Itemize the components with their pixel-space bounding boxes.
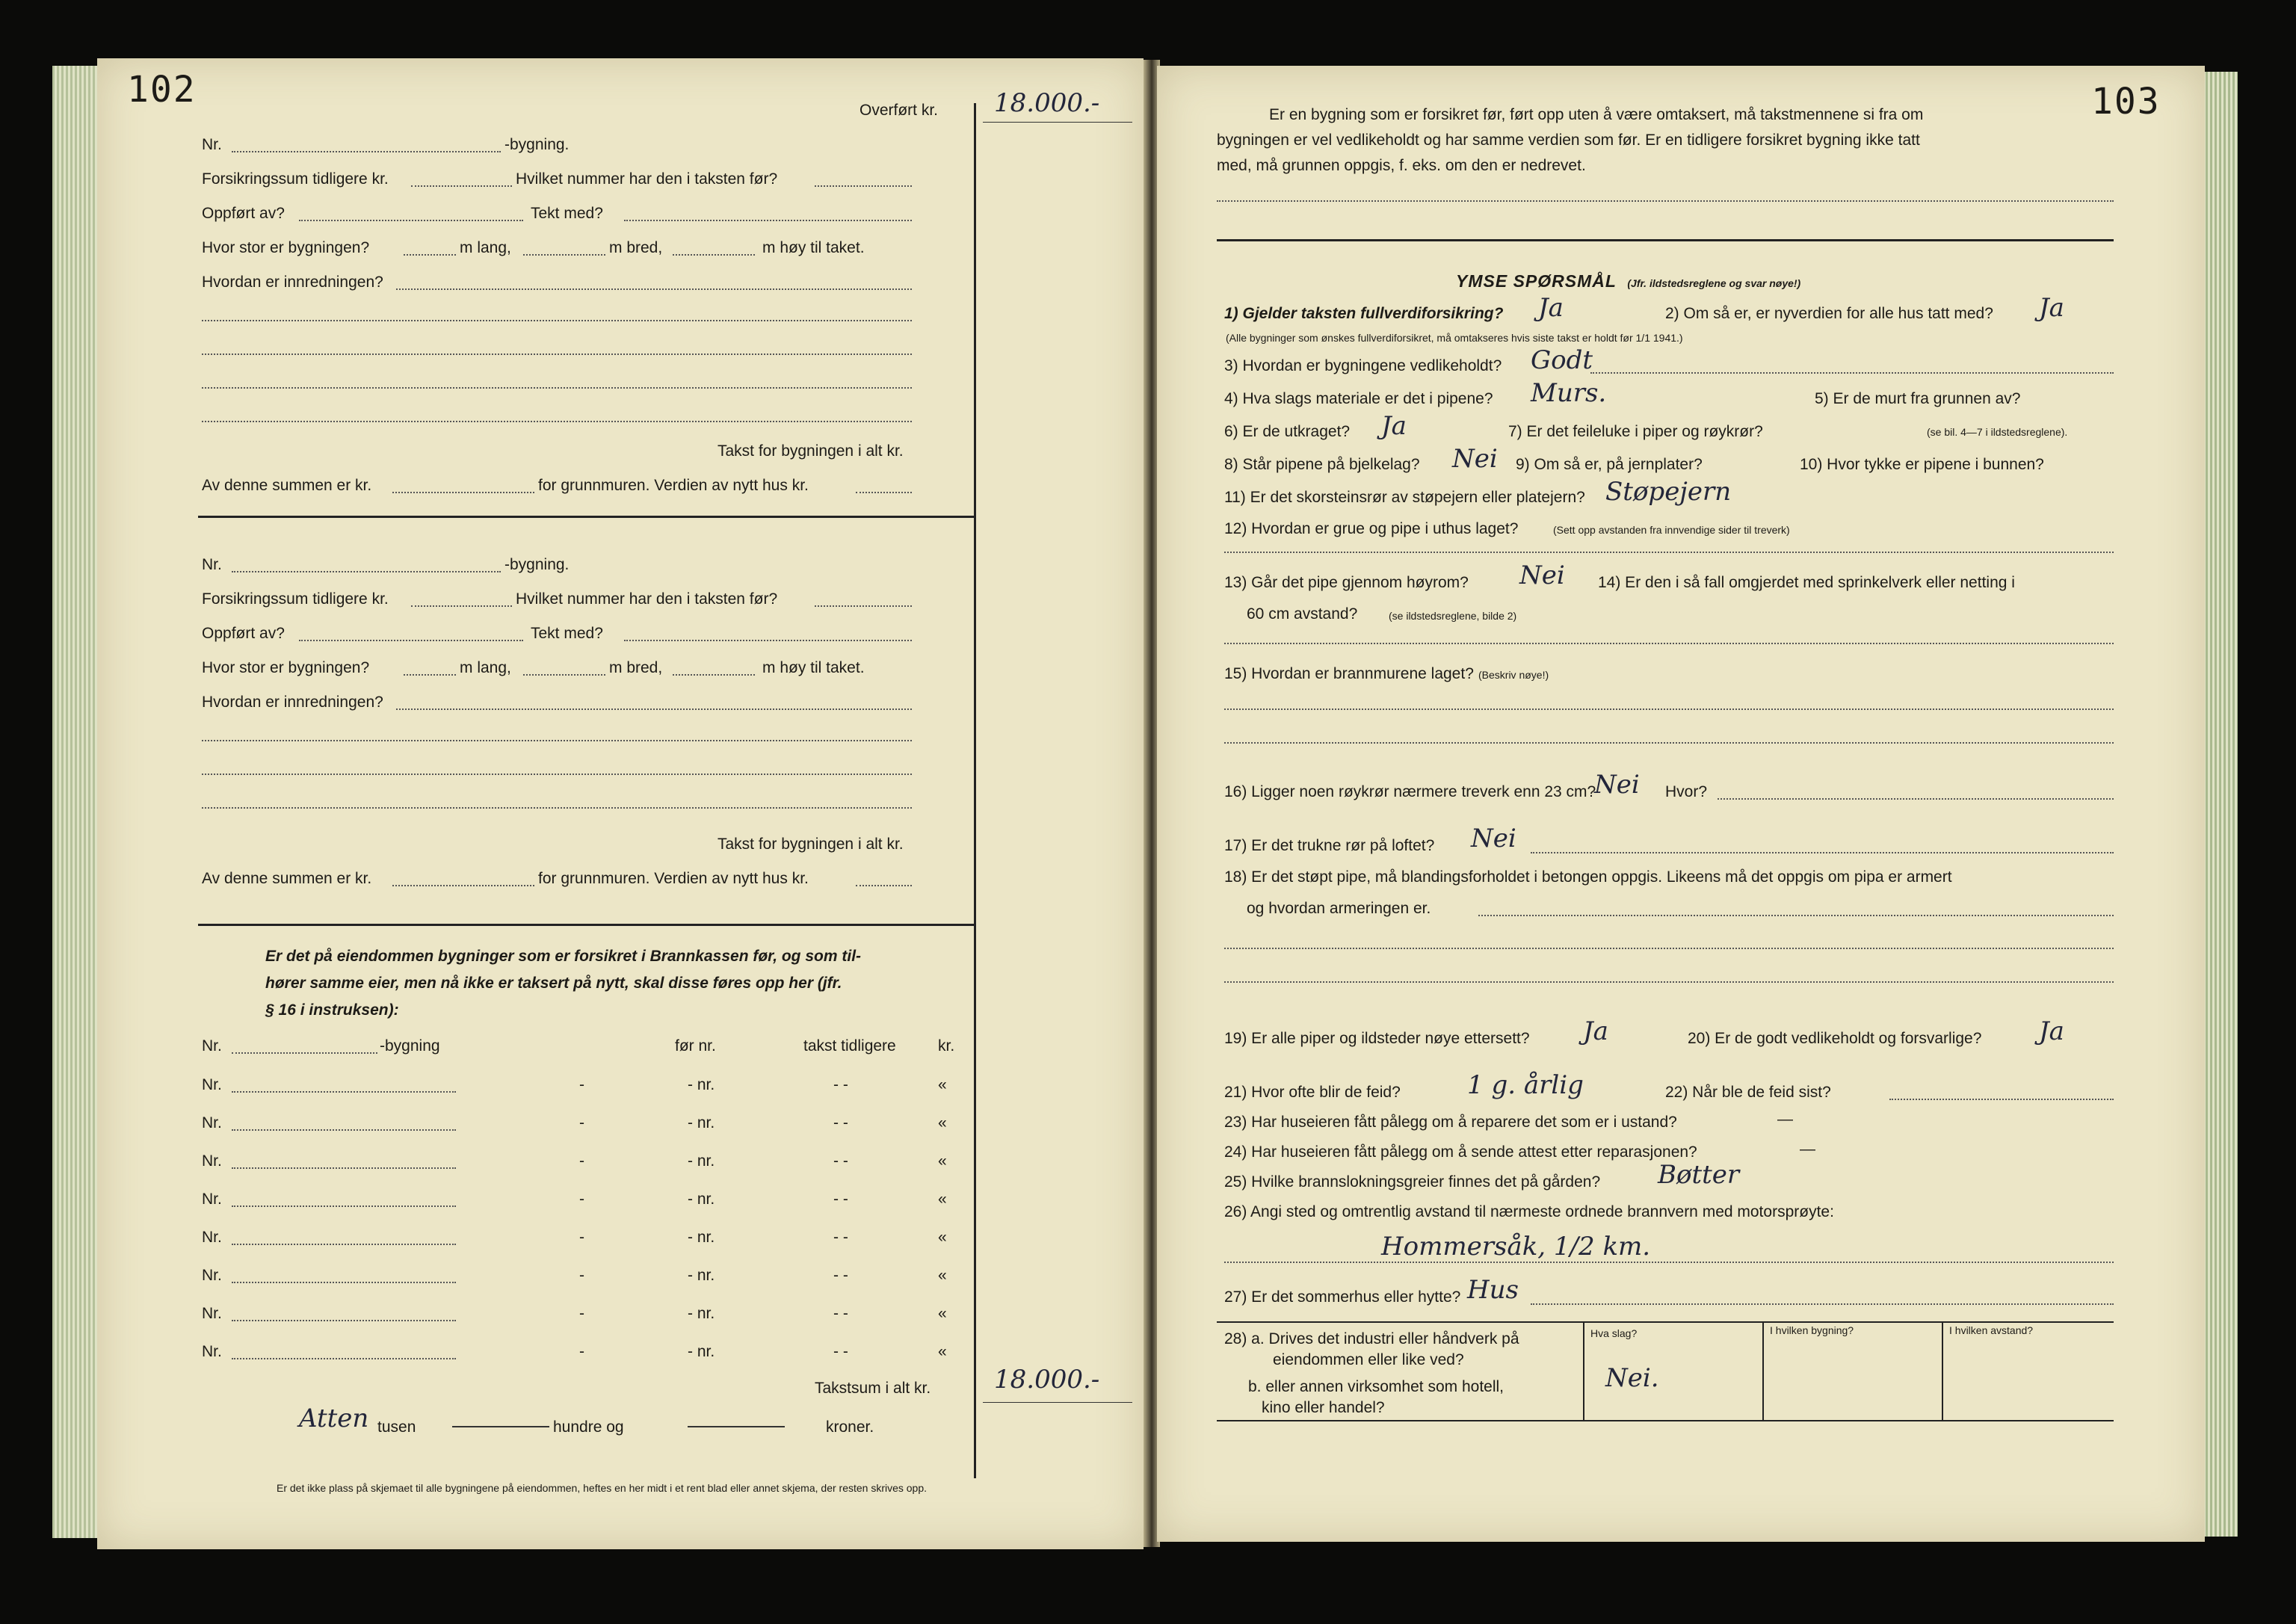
q18-label: 18) Er det støpt pipe, må blandingsforholdet i betongen oppgis. Likeens må det oppgis om pipa er armert	[1224, 868, 1952, 886]
form-divider-2	[198, 924, 975, 926]
oppfort-label: Oppført av?	[202, 625, 285, 642]
overfort-line	[983, 122, 1132, 123]
q17-field	[1531, 852, 2114, 853]
q13-answer: Nei	[1519, 561, 1565, 590]
q17-label: 17) Er det trukne rør på loftet?	[1224, 837, 1435, 854]
row-nr-field	[232, 1167, 456, 1169]
innredning-field-3	[202, 353, 912, 355]
row-kr-ditto: «	[938, 1229, 947, 1246]
row-dash: -	[579, 1152, 584, 1170]
q15-note: (Beskriv nøye!)	[1478, 669, 1549, 681]
nr-field	[232, 571, 501, 572]
row-takst-dashes: - -	[833, 1152, 848, 1170]
q26-field	[1224, 1262, 2114, 1263]
hvilket-label: Hvilket nummer har den i taksten før?	[516, 170, 778, 188]
oppfort-field	[299, 640, 523, 641]
table-head-bygning: -bygning	[380, 1037, 440, 1055]
nr-field	[232, 151, 501, 152]
q28-top-rule	[1217, 1321, 2114, 1323]
hoy-field	[673, 674, 755, 676]
bygning-label: -bygning.	[504, 136, 570, 153]
tekt-field	[624, 640, 912, 641]
row-for-nr: - nr.	[688, 1305, 715, 1322]
nr-label: Nr.	[202, 556, 222, 573]
row-takst-dashes: - -	[833, 1343, 848, 1360]
row-nr-field	[232, 1320, 456, 1321]
q14-label: 14) Er den i så fall omgjerdet med sprinkelverk eller netting i	[1598, 574, 2015, 591]
table-head-kr: kr.	[938, 1037, 955, 1055]
lang-field	[404, 674, 456, 676]
takstsum-value: 18.000.-	[994, 1365, 1100, 1395]
innredning-field-2	[202, 740, 912, 741]
q25-answer: Bøtter	[1658, 1160, 1740, 1190]
innredning-field-2	[202, 320, 912, 321]
q25-label: 25) Hvilke brannslokningsgreier finnes det på gården?	[1224, 1173, 1601, 1191]
tekt-label: Tekt med?	[531, 625, 603, 642]
section-note: (Jfr. ildstedsreglene og svar nøye!)	[1627, 277, 1801, 289]
table-head-for-nr: før nr.	[675, 1037, 716, 1055]
q6-answer: Ja	[1381, 411, 1407, 441]
intro-field	[1217, 200, 2114, 202]
q13-label: 13) Går det pipe gjennom høyrom?	[1224, 574, 1469, 591]
page-number: 102	[127, 69, 197, 111]
av-denne-field	[392, 885, 534, 886]
innredning-field-3	[202, 774, 912, 775]
q15-field-2	[1224, 742, 2114, 744]
av-denne-field	[392, 492, 534, 493]
q26-label: 26) Angi sted og omtrentlig avstand til nærmeste ordnede brannvern med motorsprøyte:	[1224, 1203, 1834, 1220]
innredning-field-1	[396, 708, 912, 710]
hvilket-field	[815, 185, 912, 187]
left-page-edges	[52, 66, 99, 1538]
q19-answer: Ja	[1583, 1016, 1608, 1046]
intro-line-2: bygningen er vel vedlikeholdt og har samme verdien som før. Er en tidligere forsikret bygning ikke tatt	[1217, 132, 1920, 149]
row-for-nr: - nr.	[688, 1191, 715, 1208]
q2-answer: Ja	[2039, 293, 2064, 323]
q1-label: 1) Gjelder taksten fullverdiforsikring?	[1224, 305, 1504, 322]
overfort-label: Overført kr.	[860, 102, 938, 119]
hvilket-field	[815, 605, 912, 607]
q20-label: 20) Er de godt vedlikeholdt og forsvarlige?	[1688, 1030, 1982, 1047]
q18-cont: og hvordan armeringen er.	[1247, 900, 1431, 917]
innredning-field-4	[202, 387, 912, 389]
row-nr-field	[232, 1205, 456, 1207]
hundre-dash	[452, 1426, 549, 1427]
grunnmur-label: for grunnmuren. Verdien av nytt hus kr.	[538, 477, 809, 494]
q15-field-1	[1224, 708, 2114, 710]
row-nr-label: Nr.	[202, 1114, 222, 1131]
row-for-nr: - nr.	[688, 1343, 715, 1360]
q23-answer: —	[1777, 1111, 1793, 1128]
row-for-nr: - nr.	[688, 1229, 715, 1246]
intro-line-3: med, må grunnen oppgis, f. eks. om den er nedrevet.	[1217, 157, 1586, 174]
q28-answer: Nei.	[1605, 1363, 1659, 1393]
q20-answer: Ja	[2039, 1016, 2064, 1046]
q24-label: 24) Har huseieren fått pålegg om å sende attest etter reparasjonen?	[1224, 1143, 1697, 1161]
m-lang-label: m lang,	[460, 239, 511, 256]
kroner-label: kroner.	[826, 1418, 874, 1436]
q1-answer: Ja	[1538, 293, 1564, 323]
innredning-field-4	[202, 807, 912, 809]
row-takst-dashes: - -	[833, 1229, 848, 1246]
row-dash: -	[579, 1191, 584, 1208]
intro-line-1: Er en bygning som er forsikret før, ført opp uten å være omtaksert, må takstmennene si fra om	[1269, 106, 1924, 123]
q4-label: 4) Hva slags materiale er det i pipene?	[1224, 390, 1493, 407]
row-takst-dashes: - -	[833, 1191, 848, 1208]
row-kr-ditto: «	[938, 1114, 947, 1131]
av-denne-label: Av denne summen er kr.	[202, 870, 372, 887]
row-kr-ditto: «	[938, 1305, 947, 1322]
q15-label: 15) Hvordan er brannmurene laget?	[1224, 665, 1474, 682]
m-bred-label: m bred,	[609, 659, 663, 676]
table-head-nr-field	[232, 1052, 377, 1054]
takstsum-line	[983, 1402, 1132, 1403]
q17-answer: Nei	[1471, 824, 1516, 853]
row-dash: -	[579, 1343, 584, 1360]
instruction-line-3: § 16 i instruksen):	[265, 1001, 399, 1019]
row-dash: -	[579, 1114, 584, 1131]
bred-field	[523, 674, 605, 676]
q11-answer: Støpejern	[1605, 477, 1732, 507]
q28a-label: 28) a. Drives det industri eller håndverk på	[1224, 1330, 1519, 1347]
section-heading	[1456, 271, 1800, 291]
q21-answer: 1 g. årlig	[1467, 1070, 1584, 1100]
q28-col-rule-3	[1942, 1321, 1943, 1421]
instruction-line-2: hører samme eier, men nå ikke er taksert på nytt, skal disse føres opp her (jfr.	[265, 975, 842, 992]
right-page	[1157, 66, 2205, 1542]
row-dash: -	[579, 1267, 584, 1284]
page-number: 103	[2091, 81, 2161, 123]
row-nr-label: Nr.	[202, 1191, 222, 1208]
oppfort-label: Oppført av?	[202, 205, 285, 222]
kroner-dash	[688, 1426, 785, 1427]
m-hoy-label: m høy til taket.	[762, 239, 865, 256]
hoy-field	[673, 254, 755, 256]
hvilket-label: Hvilket nummer har den i taksten før?	[516, 590, 778, 608]
q4-answer: Murs.	[1531, 378, 1607, 408]
row-for-nr: - nr.	[688, 1114, 715, 1131]
q23-label: 23) Har huseieren fått pålegg om å reparere det som er i ustand?	[1224, 1114, 1677, 1131]
q28-col-rule-2	[1762, 1321, 1764, 1421]
bred-field	[523, 254, 605, 256]
q6-label: 6) Er de utkraget?	[1224, 423, 1351, 440]
q18-field-1	[1478, 915, 2114, 916]
innredning-label: Hvordan er innredningen?	[202, 694, 383, 711]
q28-col-bygning: I hvilken bygning?	[1770, 1324, 1854, 1336]
row-takst-dashes: - -	[833, 1114, 848, 1131]
q28-col-hva: Hva slag?	[1590, 1327, 1638, 1339]
bygning-label: -bygning.	[504, 556, 570, 573]
row-takst-dashes: - -	[833, 1076, 848, 1093]
right-page-edges	[2203, 72, 2238, 1537]
form-divider	[198, 516, 975, 518]
forsikring-label: Forsikringssum tidligere kr.	[202, 170, 389, 188]
q9-label: 9) Om så er, på jernplater?	[1516, 456, 1703, 473]
q28-bottom-rule	[1217, 1420, 2114, 1421]
tekt-field	[624, 220, 912, 221]
row-nr-label: Nr.	[202, 1229, 222, 1246]
takst-label: Takst for bygningen i alt kr.	[718, 442, 904, 460]
q5-label: 5) Er de murt fra grunnen av?	[1815, 390, 2021, 407]
row-nr-field	[232, 1091, 456, 1093]
q8-label: 8) Står pipene på bjelkelag?	[1224, 456, 1420, 473]
q2-label: 2) Om så er, er nyverdien for alle hus tatt med?	[1665, 305, 1993, 322]
verdi-field	[856, 885, 912, 886]
row-nr-field	[232, 1244, 456, 1245]
hvor-stor-label: Hvor stor er bygningen?	[202, 659, 370, 676]
row-for-nr: - nr.	[688, 1152, 715, 1170]
row-nr-label: Nr.	[202, 1152, 222, 1170]
row-nr-label: Nr.	[202, 1076, 222, 1093]
innredning-label: Hvordan er innredningen?	[202, 274, 383, 291]
q14-field	[1224, 643, 2114, 644]
nr-label: Nr.	[202, 136, 222, 153]
q11-label: 11) Er det skorsteinsrør av støpejern eller platejern?	[1224, 489, 1585, 506]
innredning-field-5	[202, 421, 912, 422]
row-takst-dashes: - -	[833, 1305, 848, 1322]
table-head-nr: Nr.	[202, 1037, 222, 1055]
q28-col-avstand: I hvilken avstand?	[1949, 1324, 2034, 1336]
row-nr-field	[232, 1129, 456, 1131]
q16-field	[1718, 798, 2114, 800]
footer-note: Er det ikke plass på skjemaet til alle bygningene på eiendommen, heftes en her midt i et rent blad eller annet skjema, der resten skrives opp.	[277, 1482, 928, 1494]
q28b-cont: kino eller handel?	[1262, 1399, 1385, 1416]
row-dash: -	[579, 1229, 584, 1246]
q24-answer: —	[1800, 1140, 1815, 1158]
q10-label: 10) Hvor tykke er pipene i bunnen?	[1800, 456, 2044, 473]
q3-field	[1590, 372, 2114, 374]
q16-label: 16) Ligger noen røykrør nærmere treverk enn 23 cm?	[1224, 783, 1596, 800]
instruction-line-1: Er det på eiendommen bygninger som er forsikret i Brannkassen før, og som til-	[265, 948, 862, 965]
left-page	[97, 58, 1144, 1549]
q16-answer: Nei	[1594, 770, 1640, 800]
row-for-nr: - nr.	[688, 1267, 715, 1284]
q16-hvor: Hvor?	[1665, 783, 1708, 800]
overfort-value: 18.000.-	[994, 88, 1100, 118]
section-divider	[1217, 239, 2114, 241]
row-kr-ditto: «	[938, 1191, 947, 1208]
q7-note: (se bil. 4—7 i ildstedsreglene).	[1927, 426, 2068, 438]
row-nr-field	[232, 1358, 456, 1359]
q27-label: 27) Er det sommerhus eller hytte?	[1224, 1288, 1461, 1306]
q26-answer: Hommersåk, 1/2 km.	[1381, 1232, 1651, 1262]
tusen-label: tusen	[377, 1418, 416, 1436]
q14-cont: 60 cm avstand?	[1247, 605, 1358, 623]
row-kr-ditto: «	[938, 1343, 947, 1360]
row-kr-ditto: «	[938, 1152, 947, 1170]
row-for-nr: - nr.	[688, 1076, 715, 1093]
m-bred-label: m bred,	[609, 239, 663, 256]
row-kr-ditto: «	[938, 1076, 947, 1093]
q1-note: (Alle bygninger som ønskes fullverdiforsikret, må omtakseres hvis siste takst er holdt før 1/1 1941.)	[1226, 332, 1683, 344]
forsikring-field	[411, 185, 512, 187]
q3-answer: Godt	[1531, 345, 1593, 375]
verdi-field	[856, 492, 912, 493]
row-nr-label: Nr.	[202, 1267, 222, 1284]
tekt-label: Tekt med?	[531, 205, 603, 222]
q12-note: (Sett opp avstanden fra innvendige sider til treverk)	[1553, 524, 1790, 536]
q14-note: (se ildstedsreglene, bilde 2)	[1389, 610, 1517, 622]
q22-field	[1889, 1099, 2114, 1100]
m-hoy-label: m høy til taket.	[762, 659, 865, 676]
q28-col-rule-1	[1583, 1321, 1584, 1421]
q18-field-3	[1224, 981, 2114, 983]
row-dash: -	[579, 1076, 584, 1093]
q3-label: 3) Hvordan er bygningene vedlikeholdt?	[1224, 357, 1502, 374]
q12-field	[1224, 552, 2114, 553]
q18-field-2	[1224, 948, 2114, 949]
row-kr-ditto: «	[938, 1267, 947, 1284]
q7-label: 7) Er det feileluke i piper og røykrør?	[1508, 423, 1763, 440]
row-nr-label: Nr.	[202, 1343, 222, 1360]
takstsum-label: Takstsum i alt kr.	[815, 1380, 931, 1397]
takst-label: Takst for bygningen i alt kr.	[718, 836, 904, 853]
m-lang-label: m lang,	[460, 659, 511, 676]
q8-answer: Nei	[1452, 444, 1498, 474]
hvor-stor-label: Hvor stor er bygningen?	[202, 239, 370, 256]
forsikring-label: Forsikringssum tidligere kr.	[202, 590, 389, 608]
forsikring-field	[411, 605, 512, 607]
row-takst-dashes: - -	[833, 1267, 848, 1284]
q22-label: 22) Når ble de feid sist?	[1665, 1084, 1831, 1101]
q12-label: 12) Hvordan er grue og pipe i uthus laget?	[1224, 520, 1519, 537]
section-title: YMSE SPØRSMÅL	[1456, 271, 1617, 291]
q27-field	[1531, 1303, 2114, 1305]
innredning-field-1	[396, 288, 912, 290]
amount-column-rule	[974, 103, 976, 1478]
q19-label: 19) Er alle piper og ildsteder nøye ettersett?	[1224, 1030, 1530, 1047]
q28b-label: b. eller annen virksomhet som hotell,	[1248, 1378, 1504, 1395]
oppfort-field	[299, 220, 523, 221]
q27-answer: Hus	[1467, 1275, 1519, 1305]
row-nr-field	[232, 1282, 456, 1283]
av-denne-label: Av denne summen er kr.	[202, 477, 372, 494]
q21-label: 21) Hvor ofte blir de feid?	[1224, 1084, 1401, 1101]
lang-field	[404, 254, 456, 256]
hundre-label: hundre og	[553, 1418, 624, 1436]
grunnmur-label: for grunnmuren. Verdien av nytt hus kr.	[538, 870, 809, 887]
table-head-takst: takst tidligere	[803, 1037, 896, 1055]
q28a-cont: eiendommen eller like ved?	[1273, 1351, 1464, 1368]
row-nr-label: Nr.	[202, 1305, 222, 1322]
row-dash: -	[579, 1305, 584, 1322]
amount-words-value: Atten	[299, 1404, 369, 1433]
